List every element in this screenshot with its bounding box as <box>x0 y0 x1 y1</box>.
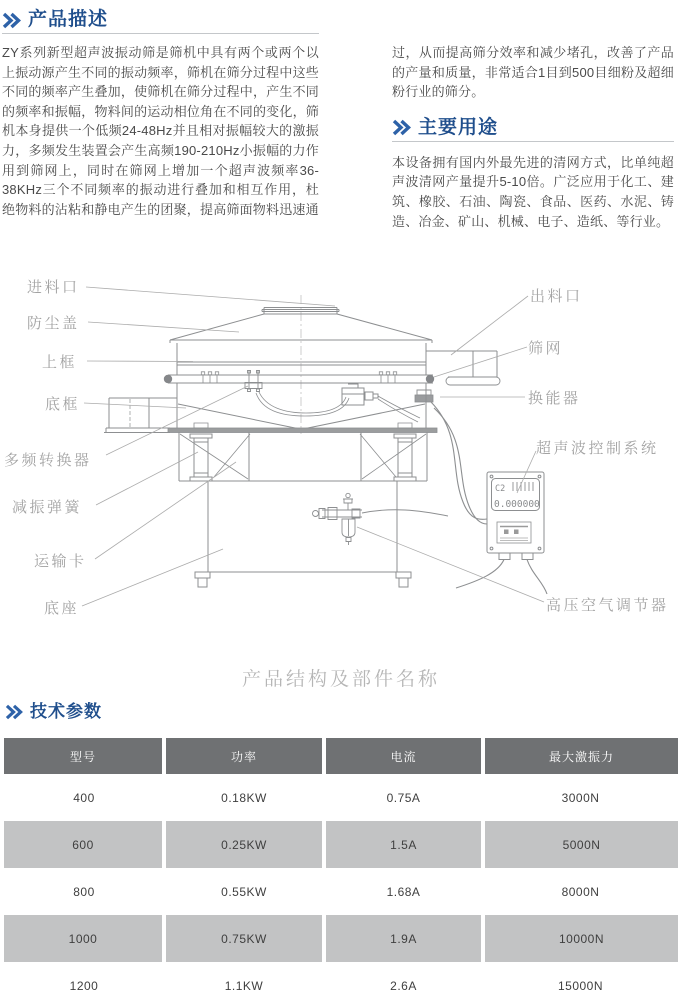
cell-model: 400 <box>73 790 95 805</box>
table-row <box>4 962 678 1000</box>
diagram-label-damping-spring: 减振弹簧 <box>12 499 83 516</box>
leader-lines <box>82 287 544 606</box>
table-row <box>4 868 678 915</box>
cell-max-force: 5000N <box>483 821 678 868</box>
description-heading-text: 产品描述 <box>28 9 109 30</box>
usage-section <box>392 10 674 231</box>
cell-max-force: 8000N <box>561 884 600 899</box>
diagram-label-bottom-frame: 底框 <box>45 396 81 413</box>
cell-power: 0.55KW <box>221 884 267 899</box>
col-header-model: 型号 <box>4 738 164 774</box>
usage-paragraph: 本设备拥有国内外最先进的清网方式，比单纯超声波清网产量提升5-10倍。广泛应用于化工、建筑、橡胶、石油、陶瓷、食品、医药、水泥、铸造、冶金、矿山、机械、电子、造纸、等行业。 <box>392 154 674 229</box>
diagram-label-screen-mesh: 筛网 <box>528 340 564 357</box>
description-paragraph-continued: 过，从而提高筛分效率和减少堵孔，改善了产品的产量和质量，非常适合1目到500目细粉及超细粉行业的筛分。 <box>392 45 674 100</box>
controller-display-line2: 0.000000 <box>494 499 540 510</box>
cell-power: 0.75KW <box>164 915 324 962</box>
machine-structure-diagram <box>0 258 682 662</box>
cell-current: 1.5A <box>324 821 483 868</box>
description-heading <box>2 10 319 30</box>
cell-max-force: 3000N <box>561 790 600 805</box>
diagram-label-upper-frame: 上框 <box>42 354 78 371</box>
parameters-table <box>4 738 678 1000</box>
diagram-label-dust-cover: 防尘盖 <box>27 315 80 332</box>
table-row <box>4 915 678 962</box>
double-chevron-icon <box>5 704 23 720</box>
diagram-caption: 产品结构及部件名称 <box>241 669 440 690</box>
controller-display-line1: C2 <box>495 484 506 494</box>
specs-heading <box>5 702 682 722</box>
cell-model: 600 <box>4 821 164 868</box>
cell-model: 1000 <box>4 915 164 962</box>
double-chevron-icon <box>392 119 411 136</box>
cell-model: 1200 <box>69 978 99 993</box>
cell-current: 1.9A <box>324 915 483 962</box>
cell-max-force: 15000N <box>557 978 604 993</box>
description-paragraph: ZY系列新型超声波振动筛是筛机中具有两个或两个以上振动源产生不同的振动频率，筛机在筛分过程中这些不同的频率产生叠加，使筛机在筛分过程中，产生不同的频率和振幅，物料间的运动相位角在不同的变化，筛机本身提供一个低频24-48Hz并且相对振幅较大的激振力，多频发生装置会产生高频190-210Hz小振幅的力作用到筛网上，同时在筛网上增加一个超声波频率36-38KHz三个不同频率的振动进行叠加和相互作用，杜绝物料的沾粘和静电产生的团聚，提高筛面物料迅速通 <box>2 45 319 217</box>
col-header-power: 功率 <box>164 738 324 774</box>
diagram-label-base: 底座 <box>44 600 80 617</box>
table-row <box>4 821 678 868</box>
diagram-label-air-regulator: 高压空气调节器 <box>546 597 669 614</box>
cell-power: 0.18KW <box>221 790 267 805</box>
cell-power: 0.25KW <box>164 821 324 868</box>
table-row <box>4 774 678 821</box>
heading-rule <box>392 141 674 142</box>
cell-current: 2.6A <box>390 978 417 993</box>
heading-rule <box>2 33 319 34</box>
cell-max-force: 10000N <box>483 915 678 962</box>
col-header-current: 电流 <box>324 738 483 774</box>
diagram-label-feed-inlet: 进料口 <box>27 279 80 296</box>
cell-power: 1.1KW <box>224 978 264 993</box>
diagram-label-ultrasonic-control-system: 超声波控制系统 <box>536 440 659 457</box>
specs-heading-text: 技术参数 <box>30 702 102 721</box>
usage-heading <box>392 118 674 138</box>
diagram-label-multi-freq-converter: 多频转换器 <box>4 452 92 469</box>
diagram-label-outlet: 出料口 <box>530 288 583 305</box>
diagram-label-transport-clamp: 运输卡 <box>34 553 87 570</box>
cell-current: 1.68A <box>386 884 421 899</box>
double-chevron-icon <box>2 12 21 29</box>
col-header-max-force: 最大激振力 <box>483 738 678 774</box>
table-header-row <box>4 738 678 774</box>
machine-diagram-svg <box>0 258 682 662</box>
machine-outline <box>104 295 500 587</box>
technical-parameters-section <box>0 702 682 1000</box>
usage-heading-text: 主要用途 <box>418 116 499 138</box>
cell-current: 0.75A <box>386 790 421 805</box>
diagram-label-transducer: 换能器 <box>528 390 581 407</box>
product-description-section <box>2 10 319 219</box>
cell-model: 800 <box>73 884 95 899</box>
